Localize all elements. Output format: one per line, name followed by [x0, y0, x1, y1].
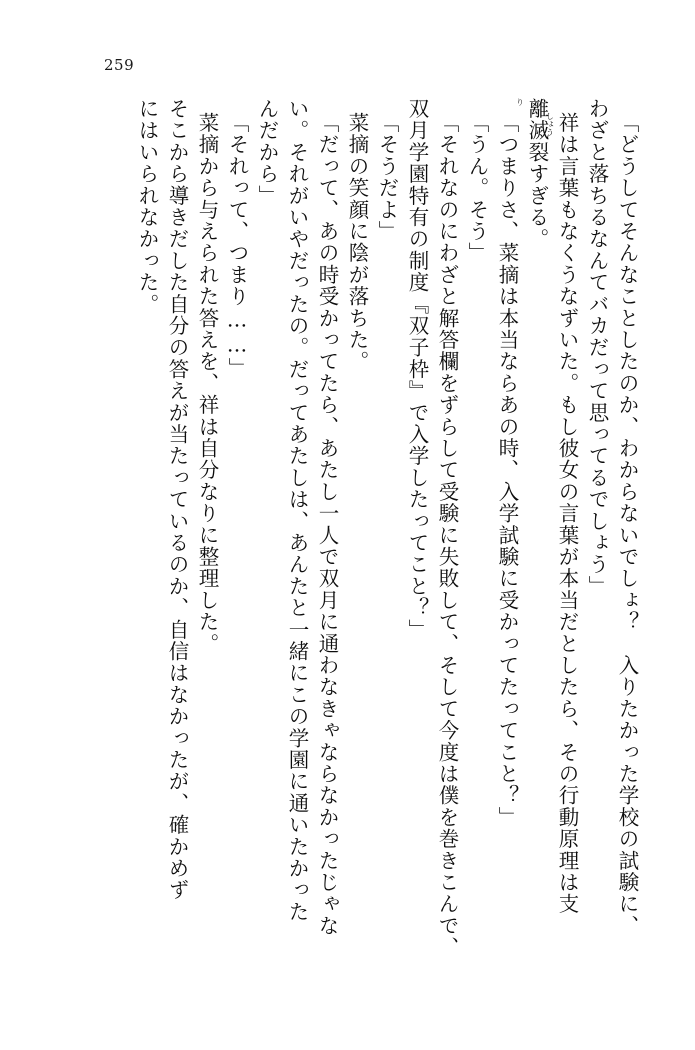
text-column: にはいられなかった。: [135, 98, 159, 315]
ruby-reading: り: [515, 98, 525, 106]
text-column: 菜摘から与えられた答えを、祥は自分なりに整理した。: [195, 112, 219, 655]
text-column: んだから」: [255, 98, 279, 207]
text-column: 「うん。そう」: [465, 112, 489, 264]
text-column: 「それなのにわざと解答欄をずらして受験に失敗して、そして今度は僕を巻きこんで、: [435, 112, 459, 959]
text-column: わざと落ちるなんてバカだって思ってるでしょう」: [585, 98, 609, 598]
text-column: 祥 しょう は言葉もなくうなずいた。もし彼女の言葉が本当だとしたら、その行動原理は支: [545, 112, 579, 915]
page-number: 259: [104, 56, 135, 74]
text-column: 「そうだよ」: [375, 112, 399, 243]
text-column: 「だって、あの時受かってたら、あたし一人で双月に通わなきゃならなかったじゃな: [315, 112, 339, 937]
ruby-reading: しょう: [545, 112, 555, 136]
ruby-base: 離 り: [515, 98, 549, 120]
ruby-base: 祥 しょう: [545, 112, 579, 136]
text-column: 離 り 滅裂すぎる。: [515, 98, 549, 250]
text-column: 「どうしてそんなことしたのか、わからないでしょ？ 入りたかった学校の試験に、: [615, 112, 639, 937]
text-column: 「それって、つまり……」: [225, 112, 249, 380]
text-column: 菜摘の笑顔に陰が落ちた。: [345, 112, 369, 373]
text-column: 「つまりさ、菜摘は本当ならあの時、入学試験に受かってたってこと？」: [495, 112, 519, 829]
vertical-text-block: [77, 98, 639, 959]
text-column: 双月学園特有の制度『双子枠』で入学したってこと？」: [405, 98, 429, 641]
text-column: い。それがいやだったの。だってあたしは、あんたと一緒にこの学園に通いたかった: [285, 98, 309, 923]
text-column: そこから導きだした自分の答えが当たっているのか、自信はなかったが、確かめず: [165, 98, 189, 901]
